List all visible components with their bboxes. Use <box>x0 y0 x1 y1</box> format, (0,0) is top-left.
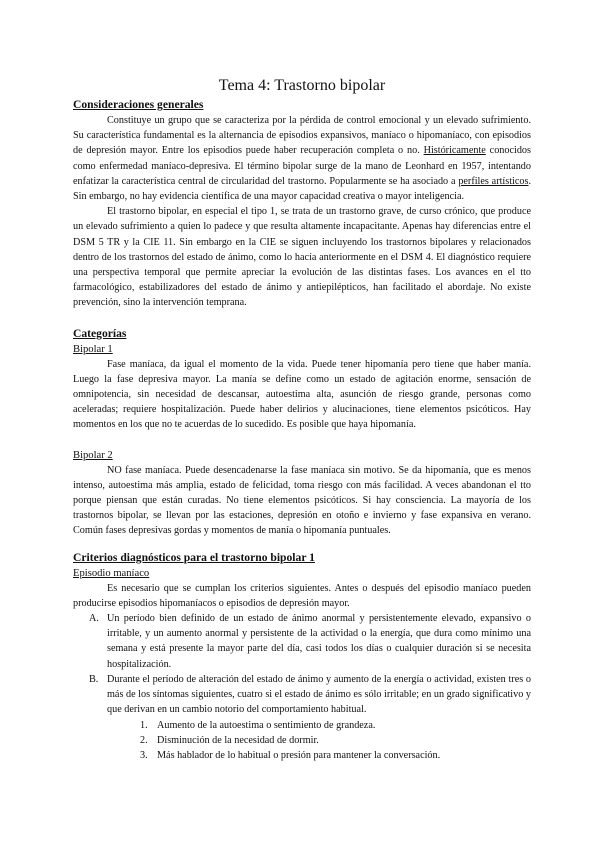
document-title: Tema 4: Trastorno bipolar <box>218 77 386 94</box>
underlined-term-perfiles-artisticos: perfiles artísticos <box>458 175 529 187</box>
symptom-text: Aumento de la autoestima o sentimiento de grandeza. <box>157 719 376 731</box>
criteria-item-text: Un período bien definido de un estado de ánimo anormal y persistentemente elevado, expansivo o irritable, y un aumento anormal y persistente de la actividad o la energía, que dura como mínimo una semana y está presente la mayor parte del día, casi todos los días o cualquier duración si se necesita hospitalización. <box>107 613 531 670</box>
criteria-item-a <box>89 611 531 672</box>
list-label: 3. <box>140 749 148 761</box>
symptom-list <box>107 718 531 764</box>
document-page <box>73 76 531 763</box>
paragraph-criterios-intro: Es necesario que se cumplan los criterios siguientes. Antes o después del episodio maníaco pueden producirse episodios hipomaníacos o episodios de depresión mayor. <box>73 582 531 609</box>
symptom-item-3 <box>140 748 531 763</box>
symptom-item-2 <box>140 733 531 748</box>
heading-consideraciones-generales: Consideraciones generales <box>73 98 204 111</box>
subheading-episodio-maniaco: Episodio maníaco <box>73 567 150 579</box>
paragraph-bipolar-1: Fase maníaca, da igual el momento de la vida. Puede tener hipomanía pero tiene que haber manía. Luego la fase depresiva mayor. La manía se define como un estado de agitación enorme, sensación de omnipotencia, sin necesidad de descansar, autoestima alta, asunción de riesgo grande, personas como aceleradas; requiere hospitalización. Puede haber delirios y alucinaciones, tiene elementos psicóticos. Hay momentos en los que no te acuerdas de lo sucedido. Es posible que haya hipomanía. <box>73 358 531 431</box>
list-label: A. <box>89 613 99 625</box>
criteria-list <box>73 611 531 763</box>
paragraph-consideraciones-1 <box>73 113 531 204</box>
symptom-text: Disminución de la necesidad de dormir. <box>157 734 319 746</box>
text-run: . Sin embargo, no hay evidencia científica de una mayor capacidad creativa o mayor inteligencia. <box>73 175 532 203</box>
heading-criterios-diagnosticos: Criterios diagnósticos para el trastorno bipolar 1 <box>73 550 315 564</box>
subheading-bipolar-1: Bipolar 1 <box>73 343 113 355</box>
paragraph-bipolar-2: NO fase maníaca. Puede desencadenarse la fase maníaca sin motivo. Se da hipomanía, que es menos intenso, autoestima más amplia, estado de felicidad, toma riesgo con más facilidad. A veces abandonan el tto porque piensan que están curadas. No tiene elementos psicóticos. Si hay consciencia. La mayoría de los trastornos bipolar, se llevan por las estaciones, depresión en otoño e invierno y fase expansiva en verano. Común fases depresivas gordas y momentos de manía o hipomanía puntuales. <box>73 464 531 537</box>
criteria-item-b <box>89 672 531 763</box>
text-run: Constituye un grupo que se caracteriza por la pérdida de control emocional y un elevado sufrimiento. Su característica fundamental es la alternancia de episodios expansivos, maníaco o hipomaníaco, con episodios de depresión mayor. Entre los episodios puede haber recuperación completa o no. <box>73 115 531 157</box>
text-run: conocidos como enfermedad maníaco-depresiva. El término bipolar surge de la mano de Leonhard en 1957, intentando enfatizar la característica central de circularidad del trastorno. Popularmente se ha asociado a <box>73 145 531 187</box>
subheading-bipolar-2: Bipolar 2 <box>73 449 113 461</box>
criteria-item-text: Durante el período de alteración del estado de ánimo y aumento de la energía o actividad, existen tres o más de los síntomas siguientes, cuatro si el estado de ánimo es sólo irritable; en un grado significativo y que derivan en un cambio notorio del comportamiento habitual. <box>107 673 531 716</box>
paragraph-consideraciones-2: El trastorno bipolar, en especial el tipo 1, se trata de un trastorno grave, de curso crónico, que produce un elevado sufrimiento a quien lo padece y que resulta altamente incapacitante. Apenas hay diferencias entre el DSM 5 TR y la CIE 11. Sin embargo en la CIE se siguen incluyendo los trastornos bipolares y relacionados dentro de los trastornos del estado de ánimo, como lo hacía anteriormente en el DSM 4. El diagnóstico requiere una perspectiva temporal que permite apreciar la evolución de las distintas fases. Los avances en el tto farmacológico, estabilizadores del estado de ánimo y antiepilépticos, han facilitado el abordaje. No existe prevención, sino la intervención temprana. <box>73 206 531 309</box>
underlined-term-historicamente: Históricamente <box>423 145 486 157</box>
symptom-item-1 <box>140 718 531 733</box>
list-label: 2. <box>140 734 148 746</box>
list-label: 1. <box>140 719 148 731</box>
symptom-text: Más hablador de lo habitual o presión para mantener la conversación. <box>157 749 441 761</box>
heading-categorias: Categorías <box>73 326 127 340</box>
list-label: B. <box>89 673 99 685</box>
